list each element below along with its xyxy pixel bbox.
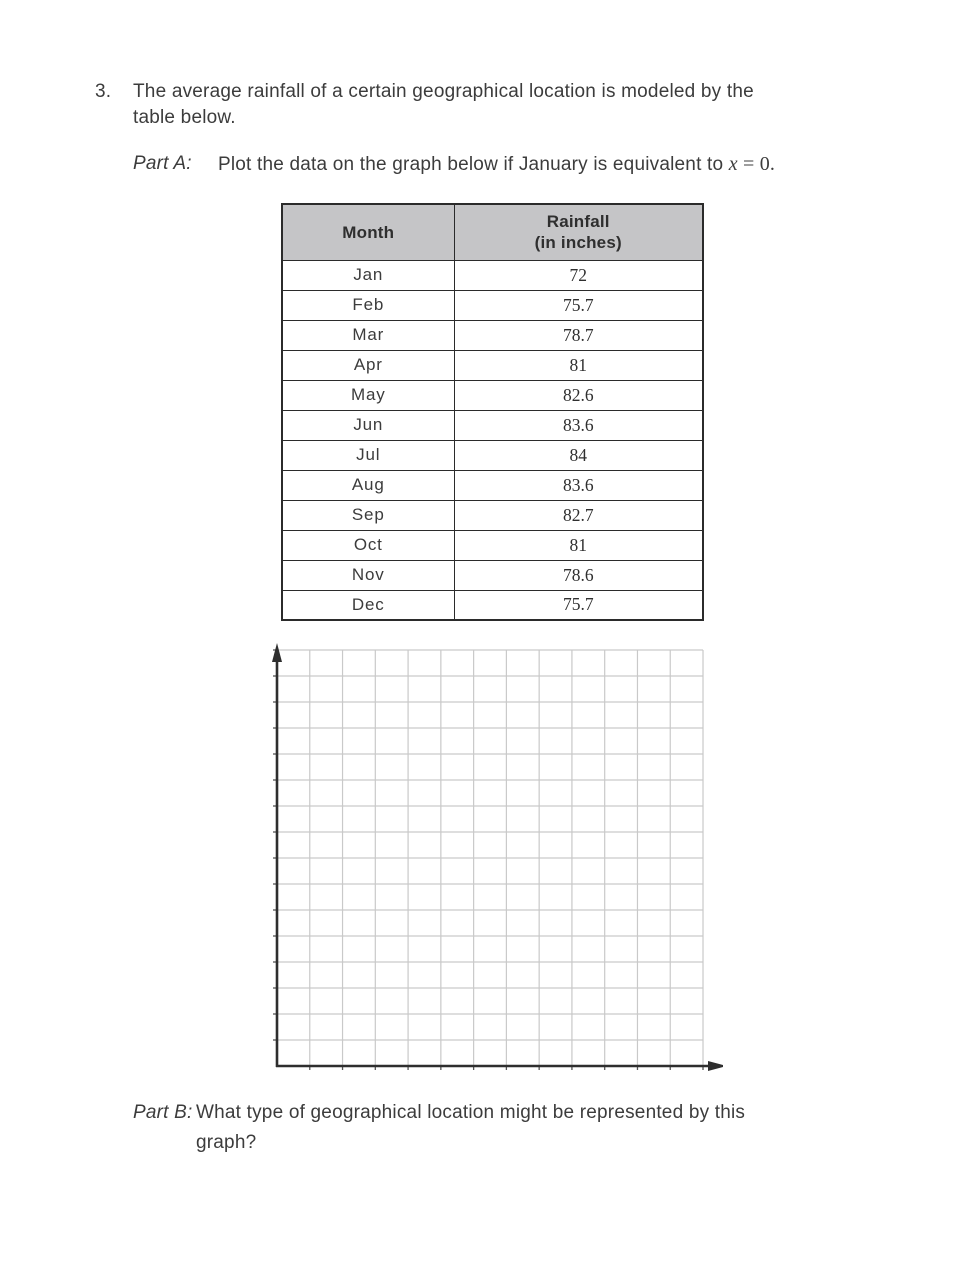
table-row: [282, 590, 703, 620]
x-axis-arrowhead: [708, 1061, 723, 1071]
header-row: [282, 204, 703, 260]
month-cell: Oct: [282, 530, 454, 560]
part-b-label: Part B:: [133, 1102, 193, 1123]
rainfall-cell: 78.7: [454, 320, 703, 350]
table-row: [282, 290, 703, 320]
rainfall-table-body: [282, 260, 703, 620]
rainfall-column-header: [454, 204, 703, 260]
question-3: [95, 79, 754, 131]
table-row: [282, 260, 703, 290]
table-row: [282, 320, 703, 350]
question-line-2: table below.: [133, 107, 236, 128]
month-cell: Dec: [282, 590, 454, 620]
math-variable-x: x: [728, 153, 738, 175]
month-column-header: Month: [282, 204, 454, 260]
table-row: [282, 530, 703, 560]
month-cell: Jan: [282, 260, 454, 290]
table-row: [282, 380, 703, 410]
table-row: [282, 560, 703, 590]
month-cell: Feb: [282, 290, 454, 320]
part-a-text: [218, 151, 775, 178]
question-number: 3.: [95, 81, 112, 102]
month-cell: Mar: [282, 320, 454, 350]
part-b-text: [196, 1098, 745, 1158]
question-line-1: The average rainfall of a certain geographical location is modeled by the: [133, 81, 754, 102]
table-row: [282, 440, 703, 470]
rainfall-cell: 72: [454, 260, 703, 290]
rainfall-cell: 83.6: [454, 470, 703, 500]
month-cell: May: [282, 380, 454, 410]
rainfall-cell: 81: [454, 350, 703, 380]
month-cell: Jul: [282, 440, 454, 470]
math-equals-zero: = 0.: [737, 153, 776, 175]
part-a-prose: Plot the data on the graph below if January is equivalent to: [218, 154, 729, 175]
rainfall-table: [281, 203, 704, 621]
table-row: [282, 500, 703, 530]
part-b: [133, 1098, 745, 1158]
rainfall-cell: 84: [454, 440, 703, 470]
month-cell: Aug: [282, 470, 454, 500]
rainfall-header-line-1: Rainfall: [546, 212, 610, 232]
question-text: [133, 79, 754, 131]
y-axis-arrowhead: [272, 643, 282, 662]
rainfall-cell: 83.6: [454, 410, 703, 440]
empty-plot-grid: [263, 640, 723, 1080]
rainfall-cell: 82.7: [454, 500, 703, 530]
rainfall-cell: 82.6: [454, 380, 703, 410]
part-b-line-1: What type of geographical location might be represented by this: [196, 1102, 746, 1123]
rainfall-cell: 81: [454, 530, 703, 560]
month-cell: Nov: [282, 560, 454, 590]
table-row: [282, 410, 703, 440]
part-a-sentence: [218, 151, 775, 178]
table-row: [282, 350, 703, 380]
rainfall-table-header: [282, 204, 703, 260]
table-row: [282, 470, 703, 500]
month-cell: Apr: [282, 350, 454, 380]
month-cell: Sep: [282, 500, 454, 530]
part-b-line-2: graph?: [196, 1132, 257, 1153]
rainfall-cell: 78.6: [454, 560, 703, 590]
month-cell: Jun: [282, 410, 454, 440]
rainfall-cell: 75.7: [454, 290, 703, 320]
part-a-label: Part A:: [133, 153, 192, 174]
rainfall-header-line-2: (in inches): [534, 233, 622, 253]
rainfall-cell: 75.7: [454, 590, 703, 620]
part-a: [133, 151, 775, 178]
